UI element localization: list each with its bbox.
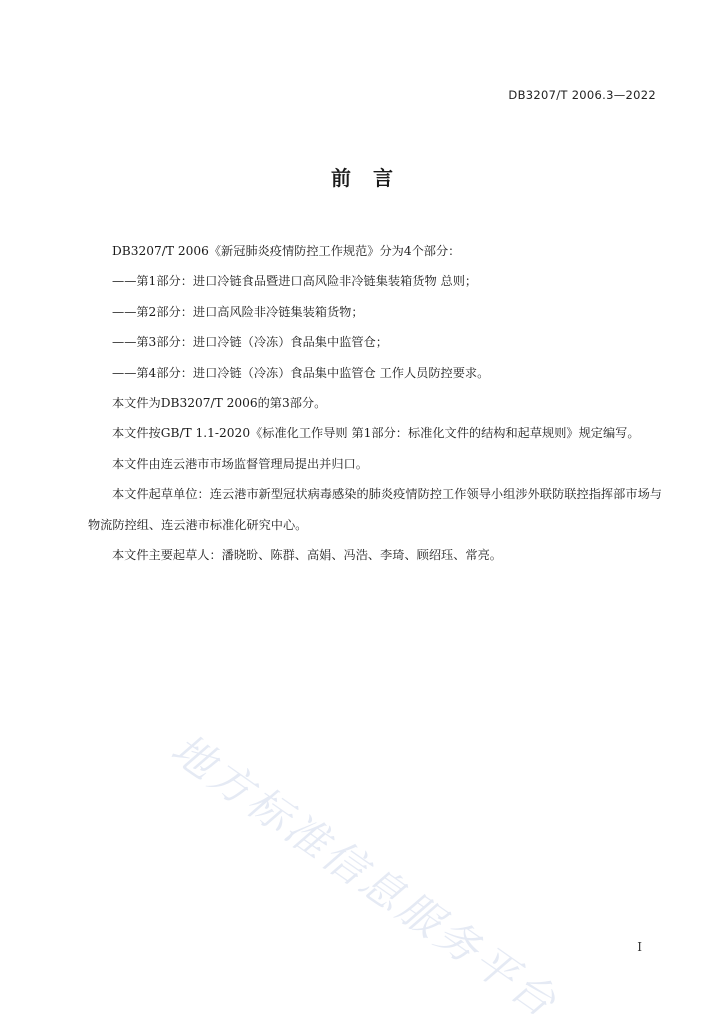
part-4-item: ——第4部分：进口冷链（冷冻）食品集中监管仓 工作人员防控要求。 (112, 365, 490, 380)
document-code: DB3207/T 2006.3—2022 (508, 88, 656, 102)
proposer-statement: 本文件由连云港市市场监督管理局提出并归口。 (112, 456, 368, 471)
part-3-item: ——第3部分：进口冷链（冷冻）食品集中监管仓； (112, 335, 388, 350)
part-2-item: ——第2部分：进口高风险非冷链集装箱货物； (112, 304, 364, 319)
page-title: 前言 (331, 166, 415, 190)
drafting-rules-statement: 本文件按GB/T 1.1-2020《标准化工作导则 第1部分：标准化文件的结构和起草规则》规定编写。 (112, 426, 640, 441)
document-part-statement: 本文件为DB3207/T 2006的第3部分。 (112, 396, 327, 411)
drafters-statement: 本文件主要起草人：潘晓昐、陈群、高娟、冯浩、李琦、顾绍珏、常亮。 (112, 548, 502, 563)
intro-paragraph: DB3207/T 2006《新冠肺炎疫情防控工作规范》分为4个部分： (112, 244, 461, 258)
watermark: 地方标准信息服务平台 (162, 723, 568, 1028)
part-1-item: ——第1部分：进口冷链食品暨进口高风险非冷链集装箱货物 总则； (112, 274, 478, 289)
page-number: I (637, 940, 642, 954)
document-body (88, 236, 662, 570)
drafting-units-statement: 本文件起草单位：连云港市新型冠状病毒感染的肺炎疫情防控工作领导小组涉外联防联控指挥部市场与物流防控组、连云港市标准化研究中心。 (88, 487, 662, 532)
